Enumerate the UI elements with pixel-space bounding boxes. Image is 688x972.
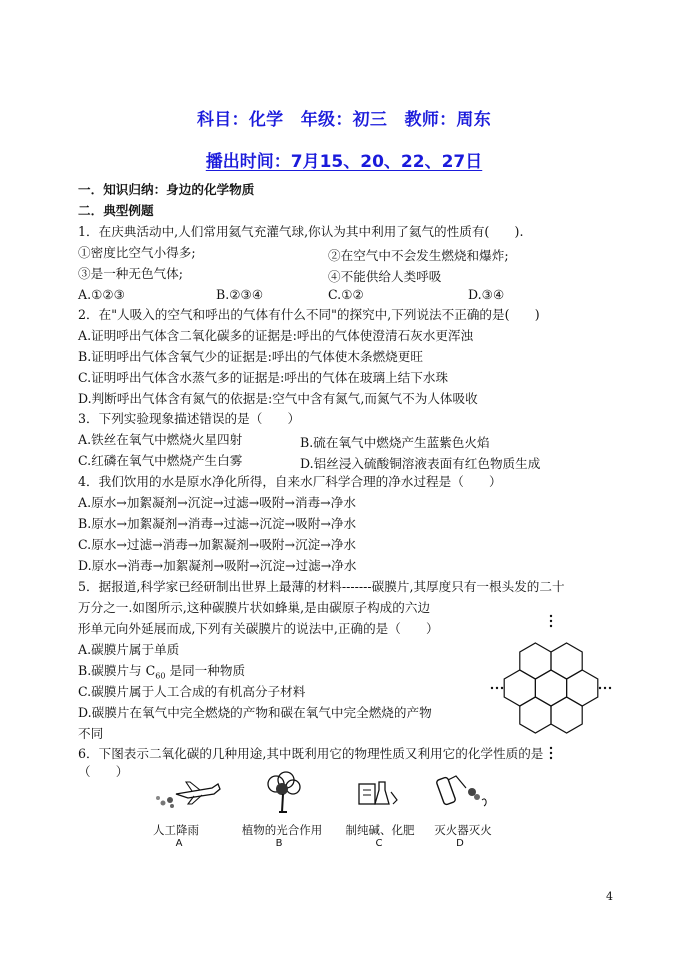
q5-option-a: A.碳膜片属于单质: [78, 642, 180, 657]
hexagon-cell: [551, 697, 582, 733]
dots-top: [550, 620, 552, 622]
q3-option-c: C.红磷在氧气中燃烧产生白雾: [78, 453, 243, 468]
q5-option-d-line1: D.碳膜片在氧气中完全燃烧的产物和碳在氧气中完全燃烧的产物: [78, 705, 432, 720]
q3-option-a: A.铁丝在氧气中燃烧火星四射: [78, 432, 243, 447]
hexagon-cell: [520, 697, 551, 733]
q1-option-d: D.③④: [468, 287, 505, 302]
q3-option-b: B.硫在氧气中燃烧产生蓝紫色火焰: [300, 435, 490, 450]
fire-extinguisher-icon: [426, 770, 516, 816]
broadcast-time: 播出时间：7月15、20、22、27日: [205, 152, 483, 172]
q1-statement-3: ③是一种无色气体;: [78, 266, 183, 281]
q1-stem: 1．在庆典活动中,人们常用氦气充灌气球,你认为其中利用了氦气的性质有( ).: [78, 224, 524, 239]
hexagon-cell: [504, 670, 535, 706]
q5-stem-line1: 5．据报道,科学家已经研制出世界上最薄的材料-------碳膜片,其厚度只有一根头发的二十: [78, 579, 565, 594]
q3-stem: 3．下列实验现象描述错误的是（ ）: [78, 411, 301, 426]
dots-left: [496, 687, 498, 689]
q5-stem-line2: 万分之一.如图所示,这种碳膜片状如蜂巢,是由碳原子构成的六边: [78, 600, 431, 615]
q3-option-d: D.铝丝浸入硫酸铜溶液表面有红色物质生成: [300, 456, 541, 471]
q2-option-a: A.证明呼出气体含二氧化碳多的证据是:呼出的气体使澄清石灰水更浑浊: [78, 328, 474, 343]
fig-a-label: 人工降雨: [153, 823, 199, 837]
subject-header: 科目：化学 年级：初三 教师：周东: [196, 110, 492, 130]
carbon-film-figure: [486, 610, 616, 760]
fig-d-label: 灭火器灭火: [434, 823, 492, 837]
q1-option-a: A.①②③: [78, 287, 125, 302]
q1-statement-4: ④不能供给人类呼吸: [328, 269, 442, 284]
airplane-icon: [148, 770, 238, 816]
hexagon-cell: [520, 643, 551, 679]
dots-top: [550, 625, 552, 627]
chemical-bottles-icon: [335, 770, 425, 816]
fig-c-letter: C: [375, 838, 383, 849]
hexagon-cell: [535, 670, 566, 706]
dots-right: [609, 687, 611, 689]
hexagon-cell: [567, 670, 598, 706]
fig-c-label: 制纯碱、化肥: [345, 823, 415, 837]
q1-option-c: C.①②: [328, 287, 364, 302]
q5-stem-line3: 形单元向外延展而成,下列有关碳膜片的说法中,正确的是（ ）: [78, 621, 439, 636]
dots-bottom: [550, 752, 552, 754]
q6-answer-paren: （ ）: [78, 764, 129, 779]
q4-option-a: A.原水→加絮凝剂→沉淀→过滤→吸附→消毒→净水: [78, 495, 356, 510]
dots-right: [599, 687, 601, 689]
q6-stem: 6．下图表示二氧化碳的几种用途,其中既利用它的物理性质又利用它的化学性质的是: [78, 746, 544, 761]
dots-left: [491, 687, 493, 689]
q5-option-b: B.碳膜片与 $C_{60}$ 是同一种物质: [78, 663, 246, 681]
dots-bottom: [550, 747, 552, 749]
q5-option-c: C.碳膜片属于人工合成的有机高分子材料: [78, 684, 306, 699]
tree-icon: [240, 770, 330, 816]
q2-option-c: C.证明呼出气体含水蒸气多的证据是:呼出的气体在玻璃上结下水珠: [78, 370, 449, 385]
dots-bottom: [550, 757, 552, 759]
q4-option-b: B.原水→加絮凝剂→消毒→过滤→沉淀→吸附→净水: [78, 516, 357, 531]
page-number: 4: [606, 890, 613, 903]
dots-left: [501, 687, 503, 689]
fig-b-letter: B: [275, 838, 283, 849]
section-knowledge: 一．知识归纳：身边的化学物质: [78, 182, 255, 197]
fig-a-letter: A: [175, 838, 183, 849]
q2-option-d: D.判断呼出气体含有氮气的依据是:空气中含有氮气,而氮气不为人体吸收: [78, 391, 478, 406]
q4-option-d: D.原水→消毒→加絮凝剂→吸附→沉淀→过滤→净水: [78, 558, 357, 573]
section-examples: 二．典型例题: [78, 203, 154, 218]
fig-b-label: 植物的光合作用: [241, 823, 323, 837]
honeycomb-diagram: [486, 610, 616, 760]
q1-statement-1: ①密度比空气小得多;: [78, 245, 196, 260]
dots-right: [604, 687, 606, 689]
hexagon-cell: [551, 643, 582, 679]
q2-stem: 2．在"人吸入的空气和呼出的气体有什么不同"的探究中,下列说法不正确的是( ): [78, 307, 540, 322]
fig-d-letter: D: [456, 838, 464, 849]
q2-option-b: B.证明呼出气体含氧气少的证据是:呼出的气体使木条燃烧更旺: [78, 349, 423, 364]
q5-option-d-line2: 不同: [78, 726, 104, 741]
dots-top: [550, 615, 552, 617]
q1-option-b: B.②③④: [216, 287, 264, 302]
q4-option-c: C.原水→过滤→消毒→加絮凝剂→吸附→沉淀→净水: [78, 537, 357, 552]
q4-stem: 4．我们饮用的水是原水净化所得，自来水厂科学合理的净水过程是（ ）: [78, 474, 502, 489]
q1-statement-2: ②在空气中不会发生燃烧和爆炸;: [328, 248, 509, 263]
